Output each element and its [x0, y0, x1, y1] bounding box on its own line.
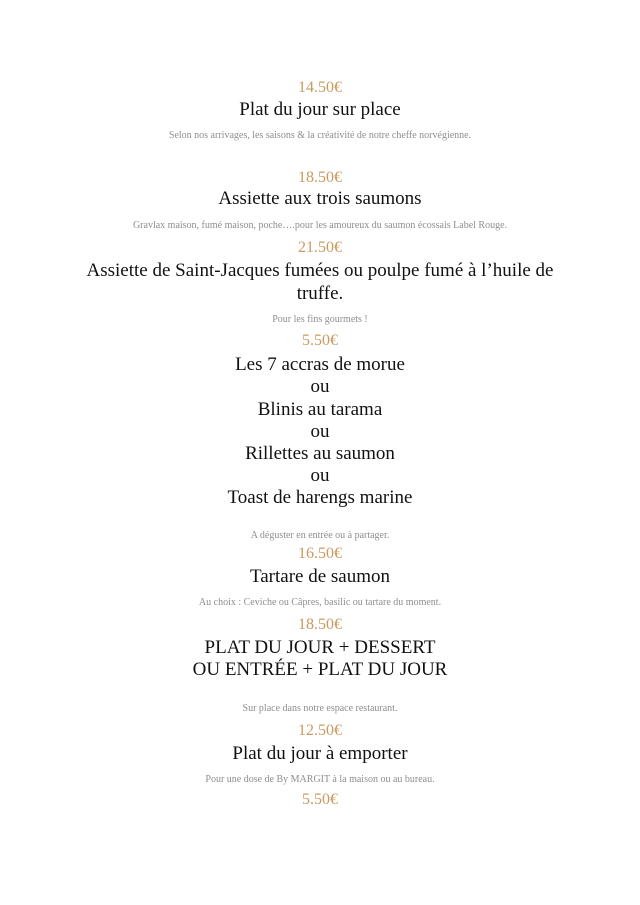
option-separator: ou	[310, 376, 330, 397]
description-plat-a-emporter: Pour une dose de By MARGIT à la maison ou au bureau.	[205, 774, 435, 785]
option-blinis-au-tarama: Blinis au tarama	[257, 399, 383, 420]
option-toast-harengs: Toast de harengs marine	[227, 487, 413, 508]
description-plat-du-jour-sur-place: Selon nos arrivages, les saisons & la créativité de notre cheffe norvégienne.	[168, 130, 472, 141]
title-formule-line2: OU ENTRÉE + PLAT DU JOUR	[192, 659, 448, 680]
price-plat-du-jour-sur-place: 14.50€	[298, 79, 342, 96]
price-saint-jacques: 21.50€	[298, 239, 342, 256]
description-accras-blinis: A déguster en entrée ou à partager.	[250, 530, 390, 541]
price-formule: 18.50€	[298, 616, 342, 633]
title-plat-du-jour-sur-place: Plat du jour sur place	[239, 99, 401, 120]
option-rillettes-au-saumon: Rillettes au saumon	[245, 443, 395, 464]
price-last-item: 5.50€	[302, 791, 338, 808]
price-plat-a-emporter: 12.50€	[298, 722, 342, 739]
price-accras-blinis: 5.50€	[302, 332, 338, 349]
option-separator: ou	[310, 421, 330, 442]
description-assiette-trois-saumons: Gravlax maison, fumé maison, poche….pour les amoureux du saumon écossais Label Rouge.	[132, 220, 508, 231]
description-formule: Sur place dans notre espace restaurant.	[242, 703, 398, 714]
title-tartare-de-saumon: Tartare de saumon	[249, 566, 391, 587]
title-plat-a-emporter: Plat du jour à emporter	[232, 743, 408, 764]
price-tartare-de-saumon: 16.50€	[298, 545, 342, 562]
title-formule-line1: PLAT DU JOUR + DESSERT	[204, 637, 436, 658]
description-tartare-de-saumon: Au choix : Ceviche ou Câpres, basilic ou tartare du moment.	[198, 597, 442, 608]
option-separator: ou	[310, 465, 330, 486]
title-assiette-trois-saumons: Assiette aux trois saumons	[218, 188, 422, 209]
price-assiette-trois-saumons: 18.50€	[298, 169, 342, 186]
title-saint-jacques-line2: truffe.	[296, 283, 344, 304]
title-saint-jacques-line1: Assiette de Saint-Jacques fumées ou poulpe fumé à l’huile de	[86, 260, 554, 281]
description-saint-jacques: Pour les fins gourmets !	[272, 314, 368, 325]
option-accras-de-morue: Les 7 accras de morue	[235, 354, 405, 375]
